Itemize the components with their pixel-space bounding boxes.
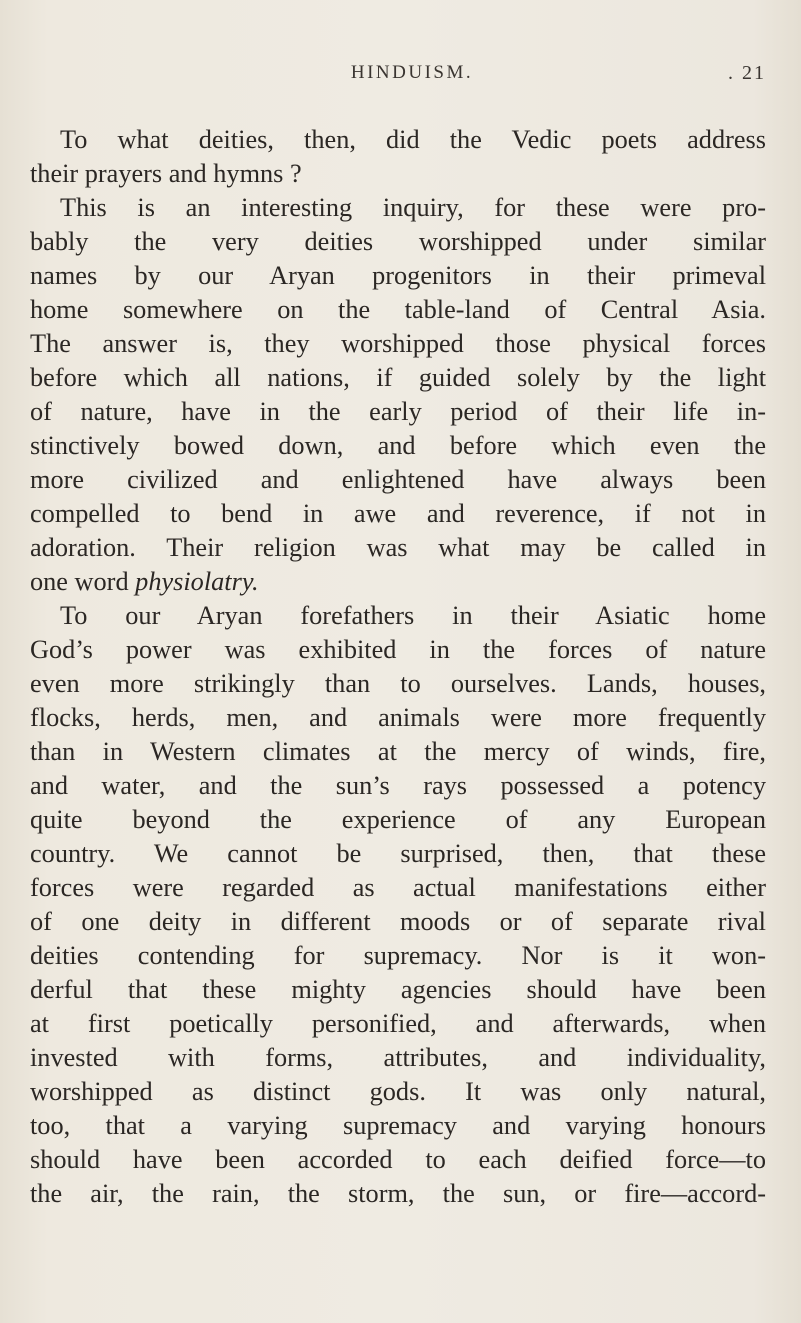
page-number: . 21 (728, 62, 766, 84)
text-line: stinctively bowed down, and before which even the (30, 431, 766, 460)
text-line: of one deity in different moods or of separate rival (30, 907, 766, 936)
text-line: bably the very deities worshipped under similar (30, 227, 766, 256)
text-line: before which all nations, if guided solely by the light (30, 363, 766, 392)
text-line: of nature, have in the early period of their life in- (30, 397, 766, 426)
text-line: derful that these mighty agencies should have been (30, 975, 766, 1004)
text-line: God’s power was exhibited in the forces of nature (30, 635, 766, 664)
running-title: HINDUISM. (350, 62, 474, 83)
text-line: forces were regarded as actual manifestations either (30, 873, 766, 902)
text-line: deities contending for supremacy. Nor is it won- (30, 941, 766, 970)
text-line: worshipped as distinct gods. It was only natural, (30, 1077, 766, 1106)
text-line: names by our Aryan progenitors in their primeval (30, 261, 766, 290)
text-line: the air, the rain, the storm, the sun, or fire—accord- (30, 1179, 766, 1208)
text-line: flocks, herds, men, and animals were more frequently (30, 703, 766, 732)
text-line: adoration. Their religion was what may be called in (30, 533, 766, 562)
text-line: than in Western climates at the mercy of winds, fire, (30, 737, 766, 766)
text-line: invested with forms, attributes, and individuality, (30, 1043, 766, 1072)
text-line: home somewhere on the table-land of Central Asia. (30, 295, 766, 324)
text-line: To what deities, then, did the Vedic poets address (60, 125, 766, 154)
text-line: quite beyond the experience of any European (30, 805, 766, 834)
text-line: even more strikingly than to ourselves. Lands, houses, (30, 669, 766, 698)
text-line: more civilized and enlightened have always been (30, 465, 766, 494)
text-line: and water, and the sun’s rays possessed a potency (30, 771, 766, 800)
text-line: The answer is, they worshipped those physical forces (30, 329, 766, 358)
running-head (58, 62, 766, 92)
emphasized-word: physiolatry. (135, 567, 259, 596)
text-line: too, that a varying supremacy and varying honours (30, 1111, 766, 1140)
text-line: To our Aryan forefathers in their Asiatic home (60, 601, 766, 630)
text-line: This is an interesting inquiry, for these were pro- (60, 193, 766, 222)
text-line: country. We cannot be surprised, then, that these (30, 839, 766, 868)
text-line: at first poetically personified, and afterwards, when (30, 1009, 766, 1038)
text-line (30, 566, 259, 598)
text-line: should have been accorded to each deified force—to (30, 1145, 766, 1174)
text-run: one word (30, 567, 129, 596)
text-line: their prayers and hymns ? (30, 159, 302, 188)
text-line: compelled to bend in awe and reverence, if not in (30, 499, 766, 528)
